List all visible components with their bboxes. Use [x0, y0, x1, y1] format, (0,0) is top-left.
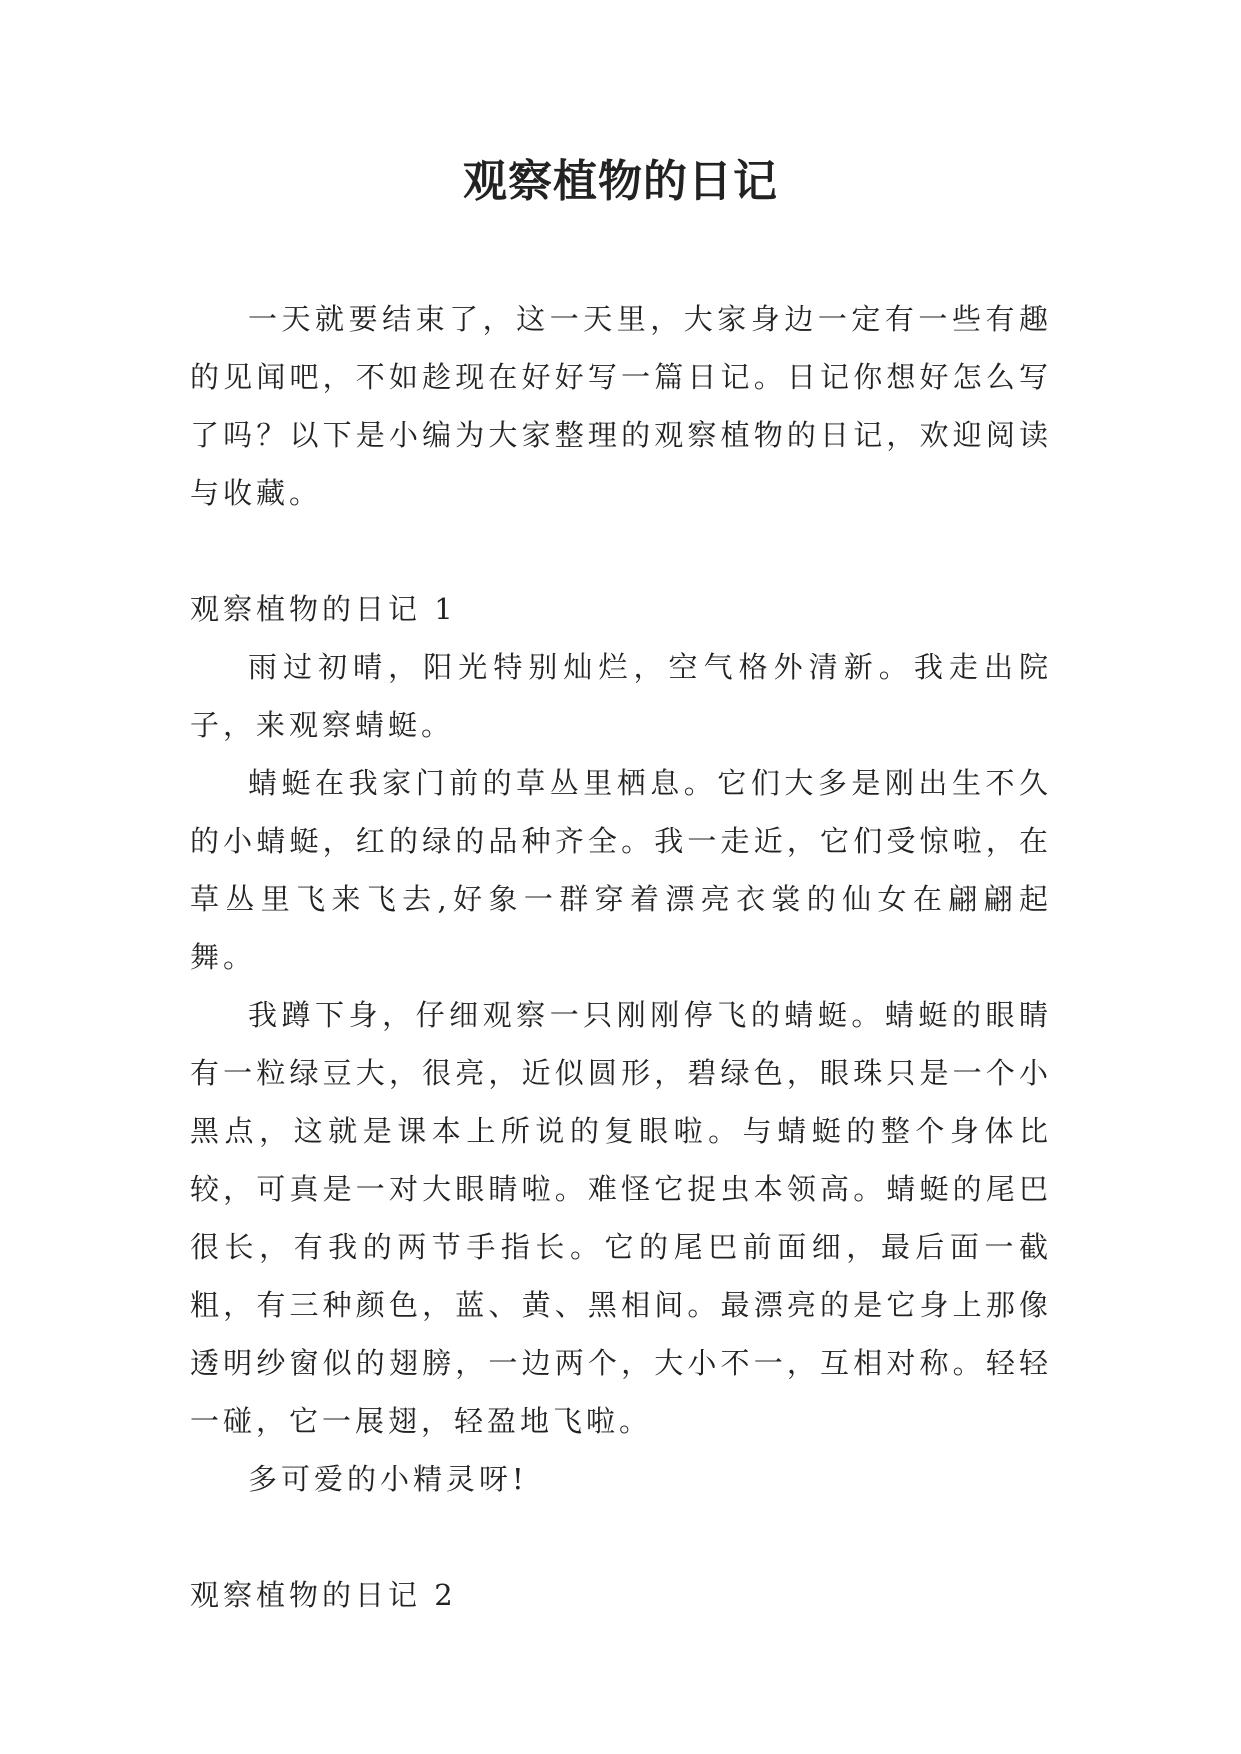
document-body [190, 290, 1052, 1624]
section-heading: 观察植物的日记 2 [190, 1578, 457, 1612]
document-title: 观察植物的日记 [463, 156, 778, 207]
body-paragraph: 多可爱的小精灵呀! [248, 1462, 528, 1496]
body-paragraph: 蜻蜓在我家门前的草丛里栖息。它们大多是刚出生不久的小蜻蜓，红的绿的品种齐全。我一走近，它们受惊啦，在草丛里飞来飞去,好象一群穿着漂亮衣裳的仙女在翩翩起舞。 [190, 766, 1052, 974]
intro-paragraph: 一天就要结束了，这一天里，大家身边一定有一些有趣的见闻吧，不如趁现在好好写一篇日记。日记你想好怎么写了吗？以下是小编为大家整理的观察植物的日记，欢迎阅读与收藏。 [190, 302, 1052, 510]
body-paragraph: 雨过初晴，阳光特别灿烂，空气格外清新。我走出院子，来观察蜻蜓。 [190, 650, 1052, 742]
section-heading: 观察植物的日记 1 [190, 592, 457, 626]
body-paragraph: 我蹲下身，仔细观察一只刚刚停飞的蜻蜓。蜻蜓的眼睛有一粒绿豆大，很亮，近似圆形，碧绿色，眼珠只是一个小黑点，这就是课本上所说的复眼啦。与蜻蜓的整个身体比较，可真是一对大眼睛啦。难怪它捉虫本领高。蜻蜓的尾巴很长，有我的两节手指长。它的尾巴前面细，最后面一截粗，有三种颜色，蓝、黄、黑相间。最漂亮的是它身上那像透明纱窗似的翅膀，一边两个，大小不一，互相对称。轻轻一碰，它一展翅，轻盈地飞啦。 [190, 998, 1052, 1438]
